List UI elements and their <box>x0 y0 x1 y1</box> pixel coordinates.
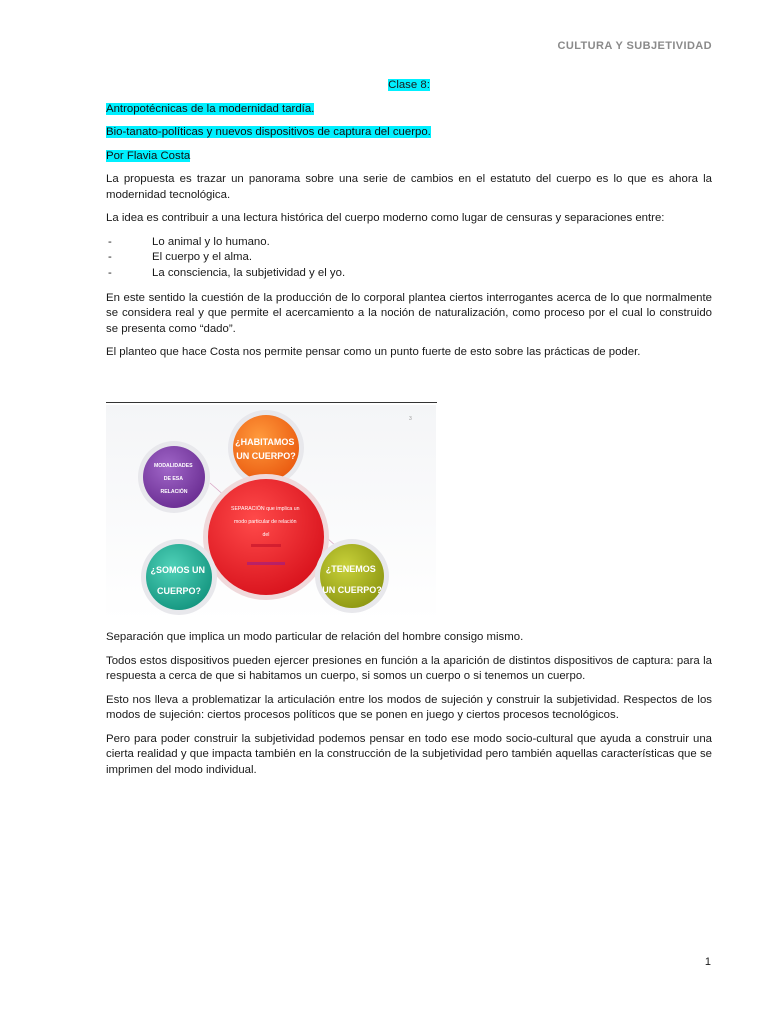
document-body-bottom <box>106 630 712 786</box>
bubble-line: UN CUERPO? <box>236 451 296 461</box>
bubble-line: del <box>262 532 270 538</box>
paragraph: Todos estos dispositivos pueden ejercer presiones en función a la aparición de distintos dispositivos de captura: para la respuesta a cerca de que si habitamos un cuerpo, si somos un cuerpo o si tenemos un cuerpo. <box>106 654 712 682</box>
paragraph: Esto nos lleva a problematizar la articulación entre los modos de sujeción y construir la subjetividad. Respectos de los modos de sujeción: ciertos procesos políticos que se ponen en juego y ciertos procesos tecnológicos. <box>106 693 712 721</box>
bubble-line: MODALIDADES <box>153 463 193 469</box>
blurred-text-mark <box>251 544 281 547</box>
bubble-line: DE ESA <box>163 476 183 482</box>
list-item: - El cuerpo y el alma. <box>106 250 712 266</box>
author-name: Por Flavia Costa <box>106 149 191 162</box>
bubble-modalidades <box>138 441 210 513</box>
list-item: - Lo animal y lo humano. <box>106 235 712 251</box>
bubble-line: ¿HABITAMOS <box>235 437 295 447</box>
paragraph: La idea es contribuir a una lectura histórica del cuerpo moderno como lugar de censuras y separaciones entre: <box>106 212 665 224</box>
concept-diagram-image <box>106 405 436 622</box>
blurred-text-mark <box>247 562 285 565</box>
bubble-somos <box>141 539 217 615</box>
bubble-line: SEPARACIÓN que implica un <box>231 506 300 512</box>
page-number: 1 <box>704 956 711 968</box>
paragraph: Separación que implica un modo particular de relación del hombre consigo mismo. <box>106 631 524 643</box>
lesson-title: Clase 8: <box>388 79 430 91</box>
bubble-line: ¿TENEMOS <box>325 564 376 574</box>
paragraph: El planteo que hace Costa nos permite pensar como un punto fuerte de esto sobre las prácticas de poder. <box>106 346 641 359</box>
document-body-top <box>106 78 712 369</box>
heading-biotanatopoliticas <box>106 125 712 141</box>
heading-author <box>106 149 712 165</box>
lesson-title-row <box>106 78 712 94</box>
paragraph: En este sentido la cuestión de la producción de lo corporal plantea ciertos interrogantes acerca de lo que normalmente se considera real y que permite el acercamiento a la noción de naturalización, como proceso por el cual lo construido se presenta como “dado”. <box>106 291 712 335</box>
slide-number: 3 <box>409 416 412 422</box>
bubble-line: UN CUERPO? <box>322 585 382 595</box>
bubble-separacion <box>203 474 329 600</box>
list-item: - La consciencia, la subjetividad y el yo. <box>106 266 712 282</box>
heading-antropotecnicas <box>106 102 712 118</box>
bubble-line: modo particular de relación <box>233 519 297 525</box>
diagram-svg <box>106 405 436 622</box>
heading-text: Antropotécnicas de la modernidad tardía. <box>106 102 315 115</box>
bubble-line: ¿SOMOS UN <box>150 565 205 575</box>
horizontal-rule <box>106 402 437 403</box>
paragraph: La propuesta es trazar un panorama sobre una serie de cambios en el estatuto del cuerpo es lo que es ahora la modernidad tecnológica. <box>106 173 712 201</box>
heading-text: Bio-tanato-políticas y nuevos dispositivos de captura del cuerpo. <box>106 126 431 138</box>
running-header: CULTURA Y SUBJETIVIDAD <box>557 40 712 52</box>
bubble-line: CUERPO? <box>156 586 202 596</box>
paragraph: Pero para poder construir la subjetividad podemos pensar en todo ese modo socio-cultural que ayuda a construir una cierta realidad y que impacta también en la construcción de la subjetividad pero también aquellas características que se imprimen del modo individual. <box>106 732 712 776</box>
bubble-tenemos <box>315 539 389 613</box>
bubble-line: RELACIÓN <box>160 489 188 495</box>
separations-list <box>106 235 712 282</box>
